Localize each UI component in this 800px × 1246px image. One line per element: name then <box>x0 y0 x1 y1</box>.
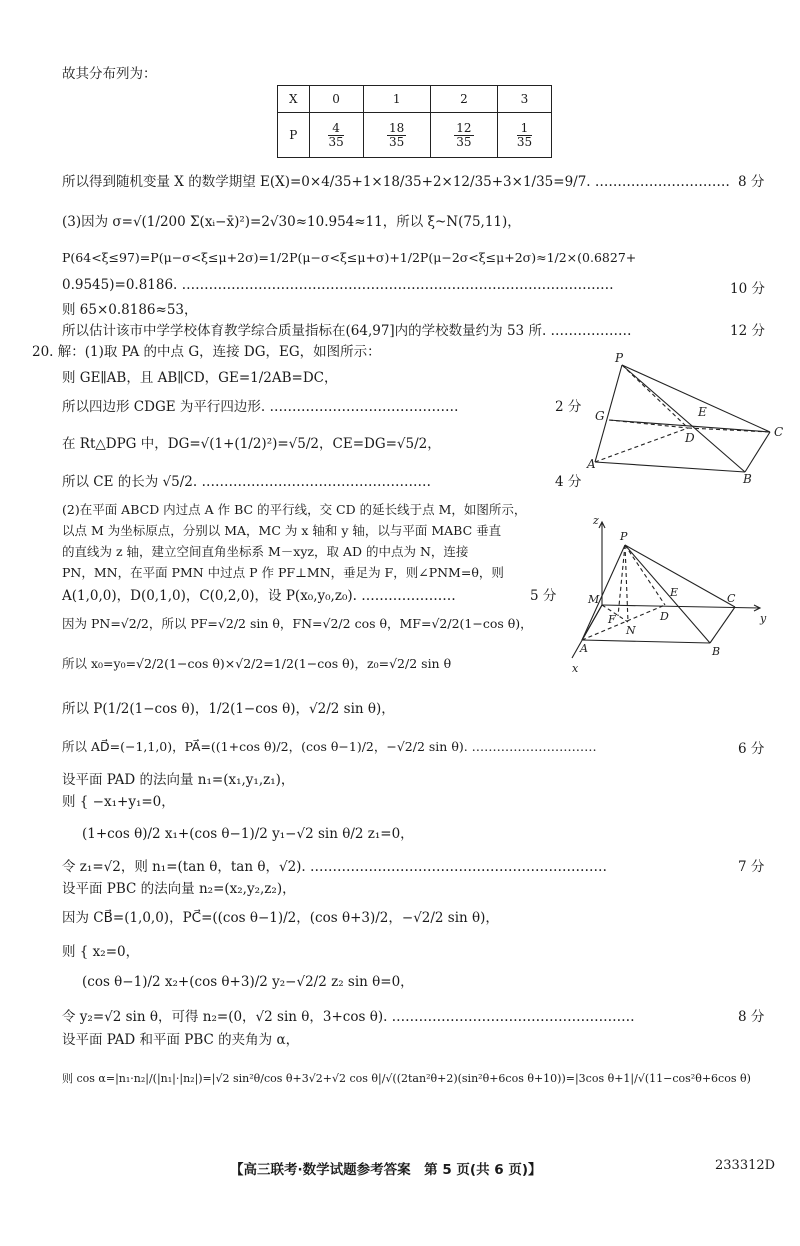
distribution-table <box>277 85 552 158</box>
vertex-label: P <box>615 351 624 365</box>
vertex-label: G <box>595 409 605 423</box>
score-mark: 12 分 <box>730 323 765 339</box>
text-line: PN，MN，在平面 PMN 中过点 P 作 PF⊥MN，垂足为 F，则∠PNM=θ，则 <box>62 565 504 580</box>
text-line: 令 y₂=√2 sin θ，可得 n₂=(0，√2 sin θ，3+cos θ). ……………………………………………… <box>62 1009 635 1025</box>
score-mark: 6 分 <box>738 741 765 757</box>
text-line: 在 Rt△DPG 中，DG=√(1+(1/2)²)=√5/2，CE=DG=√5/2， <box>62 436 441 452</box>
vertex-label: N <box>626 624 636 637</box>
table-row <box>278 86 552 113</box>
text-line: 20. 解：(1)取 PA 的中点 G，连接 DG，EG，如图所示： <box>32 344 381 360</box>
score-mark: 5 分 <box>530 588 557 604</box>
text-line: 因为 PN=√2/2，所以 PF=√2/2 sin θ，FN=√2/2 cos θ，MF=√2/2(1−cos θ)， <box>62 616 533 631</box>
vertex-label: D <box>660 610 669 623</box>
page-footer: 【高三联考·数学试题参考答案 第 5 页(共 6 页)】 <box>230 1162 542 1178</box>
document-code: 233312D <box>715 1158 776 1173</box>
text-line: P(64<ξ≤97)=P(μ−σ<ξ≤μ+2σ)=1/2P(μ−σ<ξ≤μ+σ)+1/2P(μ−2σ<ξ≤μ+2σ)≈1/2×(0.6827+ <box>62 250 637 265</box>
vertex-label: B <box>712 645 721 658</box>
vertex-label: A <box>580 642 588 655</box>
vertex-label: E <box>698 405 707 419</box>
text-line: 以点 M 为坐标原点，分别以 MA，MC 为 x 轴和 y 轴，以与平面 MABC 垂直 <box>62 523 502 538</box>
text-line: 设平面 PAD 和平面 PBC 的夹角为 α， <box>62 1032 300 1048</box>
text-line: 则 GE∥AB，且 AB∥CD，GE=1/2AB=DC， <box>62 370 338 386</box>
text-line: (2)在平面 ABCD 内过点 A 作 BC 的平行线，交 CD 的延长线于点 M，如图所示， <box>62 502 527 517</box>
text-line: 所以四边形 CDGE 为平行四边形. …………………………………… <box>62 399 459 415</box>
table-cell: 0 <box>309 86 363 113</box>
text-line: 所以得到随机变量 X 的数学期望 E(X)=0×4/35+1×18/35+2×12/35+3×1/35=9/7. ………………………… <box>62 174 730 190</box>
text-line: 的直线为 z 轴，建立空间直角坐标系 M－xyz，取 AD 的中点为 N，连接 <box>62 544 469 559</box>
score-mark: 7 分 <box>738 859 765 875</box>
table-cell <box>363 113 430 158</box>
table-cell: 1 <box>363 86 430 113</box>
fraction: $\frac{18}{35}$ <box>389 120 405 149</box>
score-mark: 4 分 <box>555 474 582 490</box>
text-line: 设平面 PAD 的法向量 n₁=(x₁,y₁,z₁)， <box>62 772 295 788</box>
text-line: 0.9545)=0.8186. …………………………………………………………………………………… <box>62 277 614 293</box>
text-line: 所以 x₀=y₀=√2/2(1−cos θ)×√2/2=1/2(1−cos θ)，z₀=√2/2 sin θ <box>62 656 452 671</box>
text-line: 则 { −x₁+y₁=0， <box>62 794 175 810</box>
table-cell <box>498 113 552 158</box>
vertex-label: D <box>685 431 695 445</box>
text-line: 所以 P(1/2(1−cos θ)，1/2(1−cos θ)，√2/2 sin θ)， <box>62 701 395 717</box>
text-line: 所以估计该市中学学校体育教学综合质量指标在(64,97]内的学校数量约为 53 所. ……………… <box>62 323 632 339</box>
vertex-label: C <box>774 425 784 439</box>
text-line: (3)因为 σ=√(1/200 Σ(xᵢ−x̄)²)=2√30≈10.954≈11，所以 ξ~N(75,11)， <box>62 214 521 230</box>
axis-label: y <box>760 612 767 625</box>
fraction: $\frac{12}{35}$ <box>456 120 472 149</box>
fraction: $\frac{1}{35}$ <box>516 120 533 149</box>
axis-label: x <box>572 662 579 675</box>
vertex-label: A <box>587 457 596 471</box>
text-line: 设平面 PBC 的法向量 n₂=(x₂,y₂,z₂)， <box>62 881 296 897</box>
text-line: 则 { x₂=0， <box>62 944 140 960</box>
table-row <box>278 113 552 158</box>
text-line: (1+cos θ)/2 x₁+(cos θ−1)/2 y₁−√2 sin θ/2 z₁=0， <box>82 826 414 842</box>
score-mark: 10 分 <box>730 281 765 297</box>
table-cell: 2 <box>430 86 497 113</box>
pyramid-figure-1 <box>585 350 785 485</box>
vertex-label: F <box>608 613 616 626</box>
table-cell: P <box>278 113 310 158</box>
text-line: (cos θ−1)/2 x₂+(cos θ+3)/2 y₂−√2/2 z₂ sin θ=0， <box>82 974 414 990</box>
text-line: 则 cos α=|n₁·n₂|/(|n₁|·|n₂|)=|√2 sin²θ/cos θ+3√2+√2 cos θ|/√((2tan²θ+2)(sin²θ+6cos θ+10))=|3cos θ+1|/√(11−cos²θ+6cos θ) <box>62 1072 751 1085</box>
vertex-label: P <box>620 530 628 543</box>
table-cell: X <box>278 86 310 113</box>
text-line: A(1,0,0)，D(0,1,0)，C(0,2,0)，设 P(x₀,y₀,z₀). ………………… <box>62 588 456 604</box>
score-mark: 8 分 <box>738 1009 765 1025</box>
score-mark: 2 分 <box>555 399 582 415</box>
vertex-label: E <box>670 586 679 599</box>
table-cell <box>309 113 363 158</box>
vertex-label: B <box>743 472 752 485</box>
vertex-label: C <box>727 592 736 605</box>
score-mark: 8 分 <box>738 174 765 190</box>
text-line: 所以 AD⃗=(−1,1,0)，PA⃗=((1+cos θ)/2，(cos θ−1)/2，−√2/2 sin θ). ………………………… <box>62 739 597 754</box>
axis-label: z <box>593 514 599 527</box>
fraction: $\frac{4}{35}$ <box>328 120 344 149</box>
text-line: 所以 CE 的长为 √5/2. …………………………………………… <box>62 474 431 490</box>
table-cell <box>430 113 497 158</box>
text-line: 则 65×0.8186≈53， <box>62 302 198 318</box>
text-line: 因为 CB⃗=(1,0,0)，PC⃗=((cos θ−1)/2，(cos θ+3)/2，−√2/2 sin θ)， <box>62 910 499 926</box>
table-cell: 3 <box>498 86 552 113</box>
vertex-label: M <box>588 593 600 606</box>
coordinate-figure-2 <box>560 510 785 675</box>
text-line: 故其分布列为： <box>62 66 157 82</box>
text-line: 令 z₁=√2，则 n₁=(tan θ，tan θ，√2). ………………………………………………………… <box>62 859 608 875</box>
